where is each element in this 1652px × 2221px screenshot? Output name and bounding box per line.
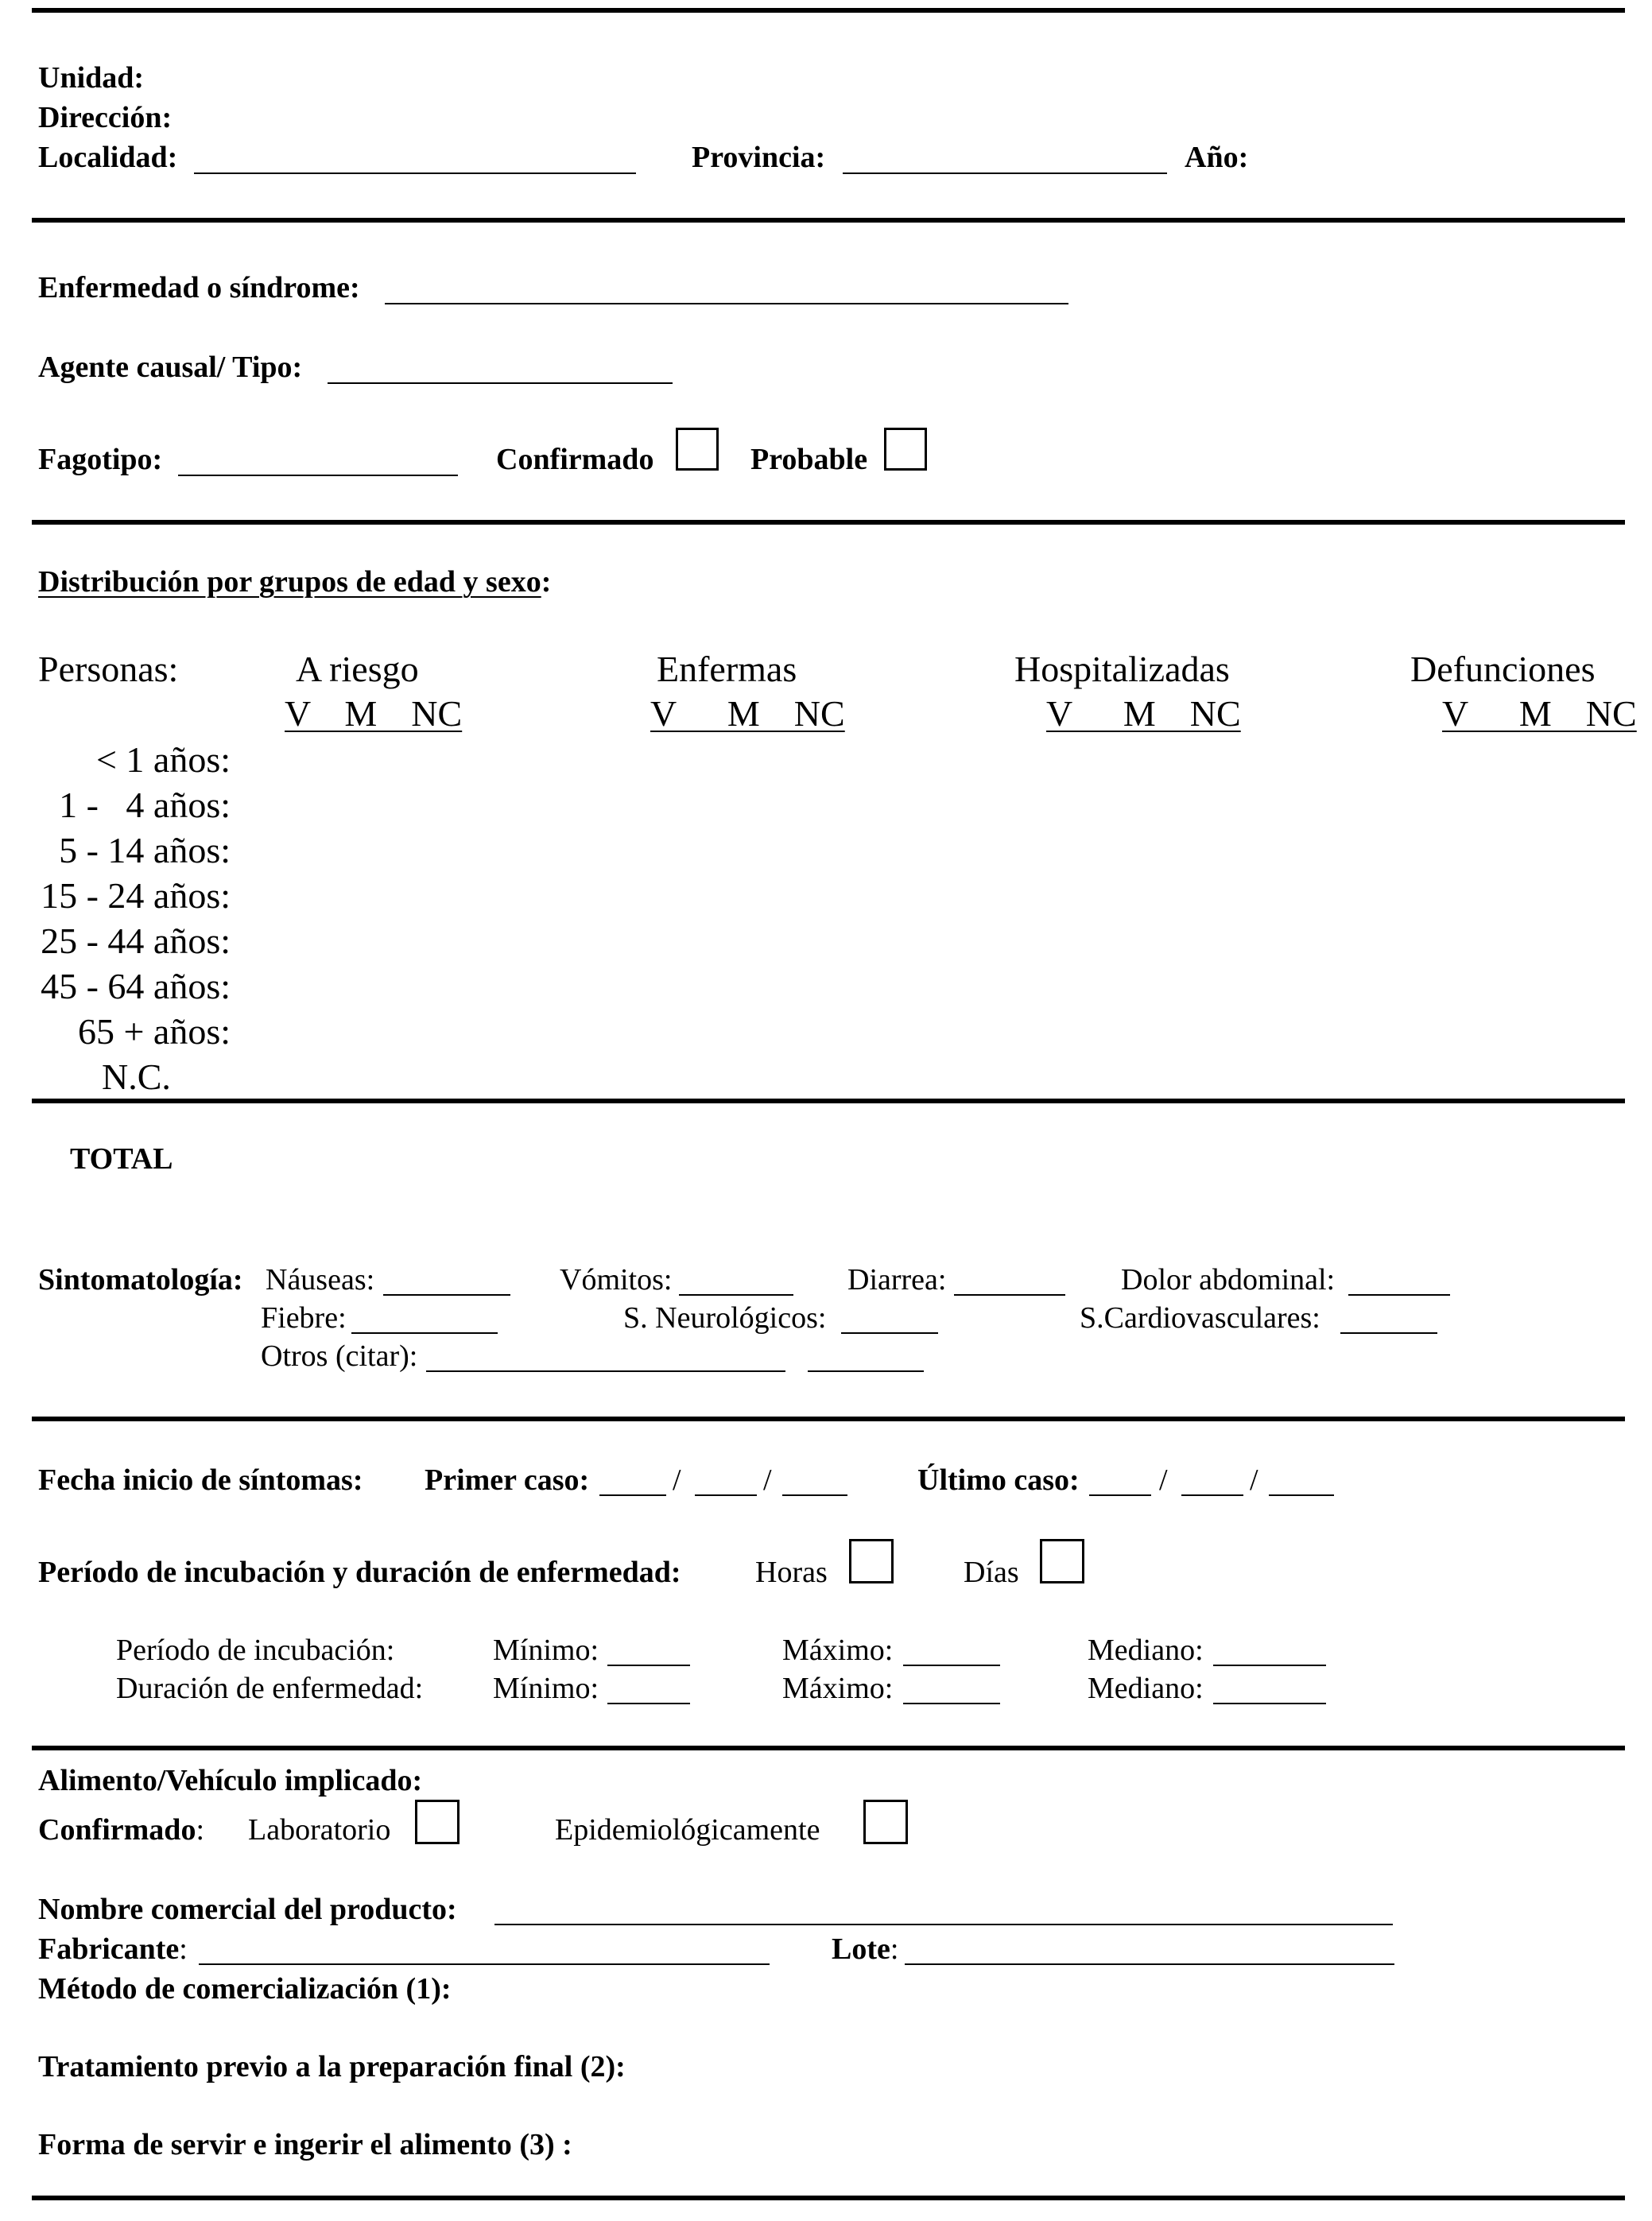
col-defunciones: Defunciones xyxy=(1410,649,1596,689)
agente-field[interactable] xyxy=(328,382,673,384)
age-group-row: 5 - 14 años: xyxy=(59,830,231,870)
duracion-maximo-field[interactable] xyxy=(903,1703,1000,1704)
provincia-field[interactable] xyxy=(843,172,1167,174)
enfermedad-label: Enfermedad o síndrome: xyxy=(38,271,360,304)
fabricante-colon: : xyxy=(179,1932,188,1966)
distribution-title-colon: : xyxy=(541,565,552,599)
periodo-mediano-field[interactable] xyxy=(1213,1665,1326,1666)
fabricante-field[interactable] xyxy=(199,1963,770,1965)
cardio-field[interactable] xyxy=(1340,1332,1437,1334)
ultimo-slash-1: / xyxy=(1159,1463,1168,1497)
bottom-rule xyxy=(32,2196,1625,2200)
duracion-mediano-label: Mediano: xyxy=(1088,1672,1204,1705)
alimento-title: Alimento/Vehículo implicado: xyxy=(38,1764,423,1797)
sintomatologia-label: Sintomatología: xyxy=(38,1263,243,1297)
primer-mes-field[interactable] xyxy=(695,1494,757,1496)
epidemiologicamente-label: Epidemiológicamente xyxy=(555,1813,820,1847)
primer-slash-1: / xyxy=(673,1463,681,1497)
primer-caso-label: Primer caso: xyxy=(425,1463,590,1497)
disease-bottom-rule xyxy=(32,520,1625,525)
nombre-comercial-label: Nombre comercial del producto: xyxy=(38,1893,457,1926)
ultimo-mes-field[interactable] xyxy=(1181,1494,1243,1496)
periodo-incubacion-label: Período de incubación: xyxy=(116,1634,395,1667)
direccion-label: Dirección: xyxy=(38,101,173,134)
periodo-minimo-field[interactable] xyxy=(607,1665,690,1666)
primer-anio-field[interactable] xyxy=(782,1494,847,1496)
laboratorio-checkbox[interactable] xyxy=(415,1800,460,1844)
forma-servir-label: Forma de servir e ingerir el alimento (3) : xyxy=(38,2128,572,2161)
lote-colon: : xyxy=(890,1932,899,1966)
age-group-row: 45 - 64 años: xyxy=(41,966,231,1006)
vomitos-label: Vómitos: xyxy=(560,1263,673,1297)
confirmado-label: Confirmado xyxy=(496,443,654,476)
ultimo-dia-field[interactable] xyxy=(1089,1494,1151,1496)
age-group-row-nc: N.C. xyxy=(102,1056,171,1097)
ultimo-anio-field[interactable] xyxy=(1269,1494,1334,1496)
horas-checkbox[interactable] xyxy=(849,1539,894,1583)
distribution-title-text: Distribución por grupos de edad y sexo xyxy=(38,565,541,599)
col-enfermas: Enfermas xyxy=(657,649,797,689)
vomitos-field[interactable] xyxy=(679,1294,793,1296)
neuro-label: S. Neurológicos: xyxy=(623,1301,827,1335)
ultimo-slash-2: / xyxy=(1250,1463,1258,1497)
neuro-field[interactable] xyxy=(841,1332,938,1334)
periodo-maximo-field[interactable] xyxy=(903,1665,1000,1666)
duracion-minimo-label: Mínimo: xyxy=(493,1672,599,1705)
provincia-label: Provincia: xyxy=(692,141,826,174)
agente-label: Agente causal/ Tipo: xyxy=(38,351,303,384)
fagotipo-field[interactable] xyxy=(178,475,458,476)
dias-label: Días xyxy=(964,1556,1019,1589)
nombre-comercial-field[interactable] xyxy=(494,1924,1393,1925)
age-group-row: < 1 años: xyxy=(95,739,231,780)
fagotipo-label: Fagotipo: xyxy=(38,443,163,476)
ultimo-caso-label: Último caso: xyxy=(917,1463,1080,1497)
fabricante-row xyxy=(38,1932,188,1967)
confirmado-row xyxy=(38,1812,204,1847)
anio-label: Año: xyxy=(1185,141,1249,174)
periodo-minimo-label: Mínimo: xyxy=(493,1634,599,1667)
tratamiento-label: Tratamiento previo a la preparación final (2): xyxy=(38,2050,626,2083)
probable-label: Probable xyxy=(750,443,868,476)
incubation-bottom-rule xyxy=(32,1746,1625,1750)
fiebre-label: Fiebre: xyxy=(261,1301,347,1335)
food-confirmado-label: Confirmado xyxy=(38,1813,196,1847)
age-group-row: 65 + años: xyxy=(77,1011,231,1052)
fecha-inicio-label: Fecha inicio de síntomas: xyxy=(38,1463,363,1497)
periodo-maximo-label: Máximo: xyxy=(782,1634,894,1667)
primer-dia-field[interactable] xyxy=(599,1494,666,1496)
dolor-label: Dolor abdominal: xyxy=(1121,1263,1336,1297)
col-a-riesgo-sub: V M NC xyxy=(285,693,463,734)
laboratorio-label: Laboratorio xyxy=(248,1813,391,1847)
top-rule xyxy=(32,8,1625,13)
lote-label: Lote xyxy=(832,1932,890,1966)
age-group-row: 15 - 24 años: xyxy=(41,875,231,916)
probable-checkbox[interactable] xyxy=(884,428,927,471)
confirmado-checkbox[interactable] xyxy=(676,428,719,471)
col-hospitalizadas: Hospitalizadas xyxy=(1014,649,1230,689)
duracion-minimo-field[interactable] xyxy=(607,1703,690,1704)
col-a-riesgo: A riesgo xyxy=(296,649,419,689)
nauseas-field[interactable] xyxy=(383,1294,510,1296)
col-defunciones-sub: V M NC xyxy=(1442,693,1637,734)
diarrea-field[interactable] xyxy=(954,1294,1065,1296)
dias-checkbox[interactable] xyxy=(1040,1539,1084,1583)
dolor-field[interactable] xyxy=(1348,1294,1450,1296)
food-confirmado-colon: : xyxy=(196,1813,205,1847)
epidemiologicamente-checkbox[interactable] xyxy=(863,1800,908,1844)
otros-field[interactable] xyxy=(426,1370,785,1372)
otros-label: Otros (citar): xyxy=(261,1339,418,1373)
duracion-maximo-label: Máximo: xyxy=(782,1672,894,1705)
diarrea-label: Diarrea: xyxy=(847,1263,947,1297)
duracion-mediano-field[interactable] xyxy=(1213,1703,1326,1704)
col-hospitalizadas-sub: V M NC xyxy=(1046,693,1241,734)
enfermedad-field[interactable] xyxy=(385,303,1068,304)
localidad-field[interactable] xyxy=(194,172,636,174)
total-label: TOTAL xyxy=(70,1142,173,1176)
age-group-row: 1 - 4 años: xyxy=(59,785,231,825)
periodo-mediano-label: Mediano: xyxy=(1088,1634,1204,1667)
fiebre-field[interactable] xyxy=(351,1332,498,1334)
symptoms-bottom-rule xyxy=(32,1417,1625,1421)
nauseas-label: Náuseas: xyxy=(266,1263,375,1297)
header-bottom-rule xyxy=(32,218,1625,223)
cardio-label: S.Cardiovasculares: xyxy=(1080,1301,1320,1335)
fabricante-label: Fabricante xyxy=(38,1932,180,1966)
col-enfermas-sub: V M NC xyxy=(650,693,845,734)
personas-label: Personas: xyxy=(38,649,179,689)
duracion-enfermedad-label: Duración de enfermedad: xyxy=(116,1672,424,1705)
distribution-bottom-rule xyxy=(32,1099,1625,1103)
primer-slash-2: / xyxy=(763,1463,772,1497)
age-group-row: 25 - 44 años: xyxy=(41,921,231,961)
lote-row xyxy=(832,1932,898,1967)
horas-label: Horas xyxy=(755,1556,828,1589)
unidad-label: Unidad: xyxy=(38,61,145,95)
distribution-title xyxy=(38,564,551,599)
incubacion-title: Período de incubación y duración de enfermedad: xyxy=(38,1556,681,1589)
metodo-label: Método de comercialización (1): xyxy=(38,1972,452,2006)
lote-field[interactable] xyxy=(905,1963,1394,1965)
otros-field-extra[interactable] xyxy=(808,1370,924,1372)
localidad-label: Localidad: xyxy=(38,141,178,174)
